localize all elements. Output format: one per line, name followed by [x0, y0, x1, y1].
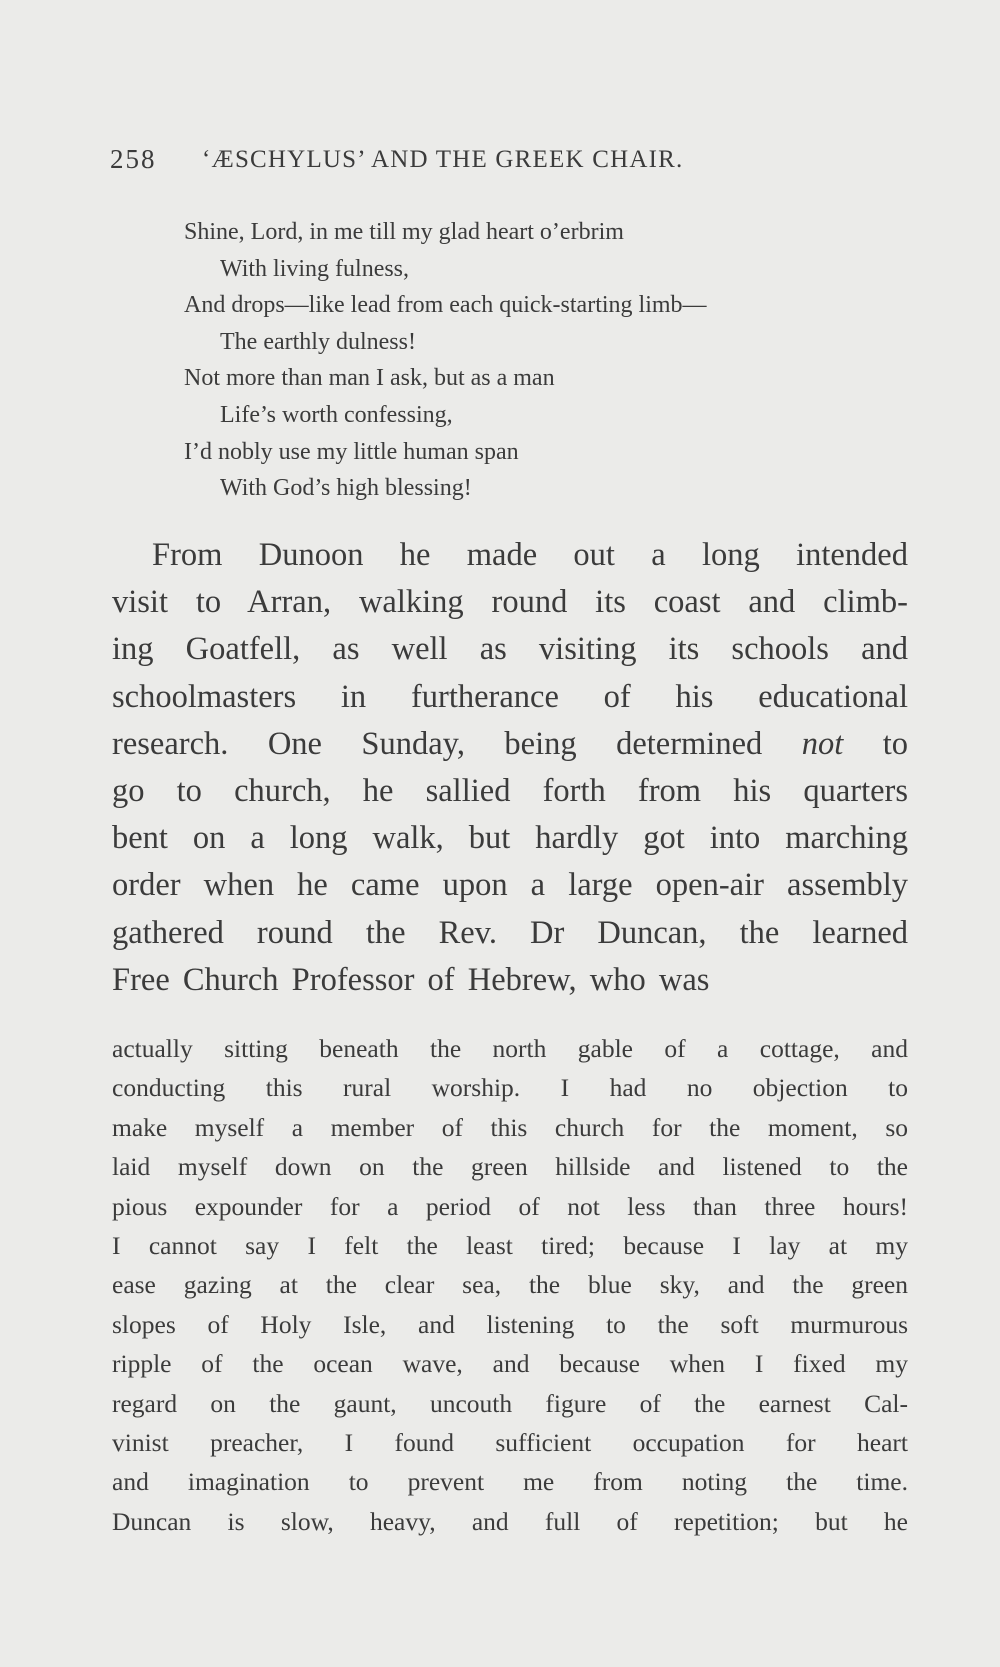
- verse-line: With living fulness,: [220, 255, 410, 282]
- paragraph-line-text: research. One Sunday, being determined: [112, 725, 802, 762]
- quotation-line: slopes of Holy Isle, and listening to the soft murmurous: [112, 1309, 908, 1339]
- quotation-line: pious expounder for a period of not less than three hours!: [112, 1191, 908, 1221]
- paragraph-line: go to church, he sallied forth from his quarters: [112, 772, 908, 809]
- quotation-line: actually sitting beneath the north gable of a cottage, and: [112, 1034, 908, 1063]
- verse-line: The earthly dulness!: [220, 328, 416, 355]
- paragraph-line: visit to Arran, walking round its coast and climb-: [112, 584, 908, 621]
- paragraph-line: bent on a long walk, but hardly got into marching: [112, 820, 908, 857]
- quotation-line: regard on the gaunt, uncouth figure of the earnest Cal-: [112, 1388, 908, 1418]
- verse-stanza: [184, 214, 884, 507]
- quotation-block: [112, 1030, 908, 1542]
- quotation-line: vinist preacher, I found sufficient occupation for heart: [112, 1427, 908, 1457]
- paragraph-line: ing Goatfell, as well as visiting its schools and: [112, 631, 908, 668]
- narrative-paragraph: [112, 532, 908, 1004]
- quotation-line: make myself a member of this church for the moment, so: [112, 1112, 908, 1142]
- paragraph-line: order when he came upon a large open-air assembly: [112, 867, 908, 904]
- paragraph-line-text: to: [843, 725, 909, 762]
- verse-line: Life’s worth confessing,: [220, 401, 453, 428]
- verse-line: Not more than man I ask, but as a man: [184, 365, 555, 392]
- quotation-line: Duncan is slow, heavy, and full of repetition; but he: [112, 1506, 908, 1536]
- emphasis-word: not: [801, 725, 844, 762]
- verse-line: Shine, Lord, in me till my glad heart o’erbrim: [184, 219, 624, 245]
- paragraph-line: Free Church Professor of Hebrew, who was: [112, 961, 710, 998]
- page-number: 258: [110, 144, 157, 174]
- paragraph-line: [112, 721, 908, 768]
- paragraph-line: From Dunoon he made out a long intended: [152, 537, 908, 573]
- running-title: ‘ÆSCHYLUS’ AND THE GREEK CHAIR.: [202, 146, 684, 173]
- paragraph-line: schoolmasters in furtherance of his educational: [112, 678, 908, 715]
- quotation-line: and imagination to prevent me from noting the time.: [112, 1467, 908, 1497]
- quotation-line: I cannot say I felt the least tired; because I lay at my: [112, 1230, 908, 1260]
- paragraph-line: gathered round the Rev. Dr Duncan, the learned: [112, 914, 908, 951]
- verse-line: And drops—like lead from each quick-starting limb—: [184, 292, 707, 319]
- running-head: [110, 144, 822, 178]
- verse-line: With God’s high blessing!: [220, 475, 472, 502]
- quotation-line: conducting this rural worship. I had no objection to: [112, 1073, 908, 1103]
- verse-line: I’d nobly use my little human span: [184, 438, 519, 465]
- quotation-line: ripple of the ocean wave, and because when I fixed my: [112, 1349, 908, 1379]
- quotation-line: ease gazing at the clear sea, the blue sky, and the green: [112, 1270, 908, 1300]
- quotation-line: laid myself down on the green hillside and listened to the: [112, 1152, 908, 1182]
